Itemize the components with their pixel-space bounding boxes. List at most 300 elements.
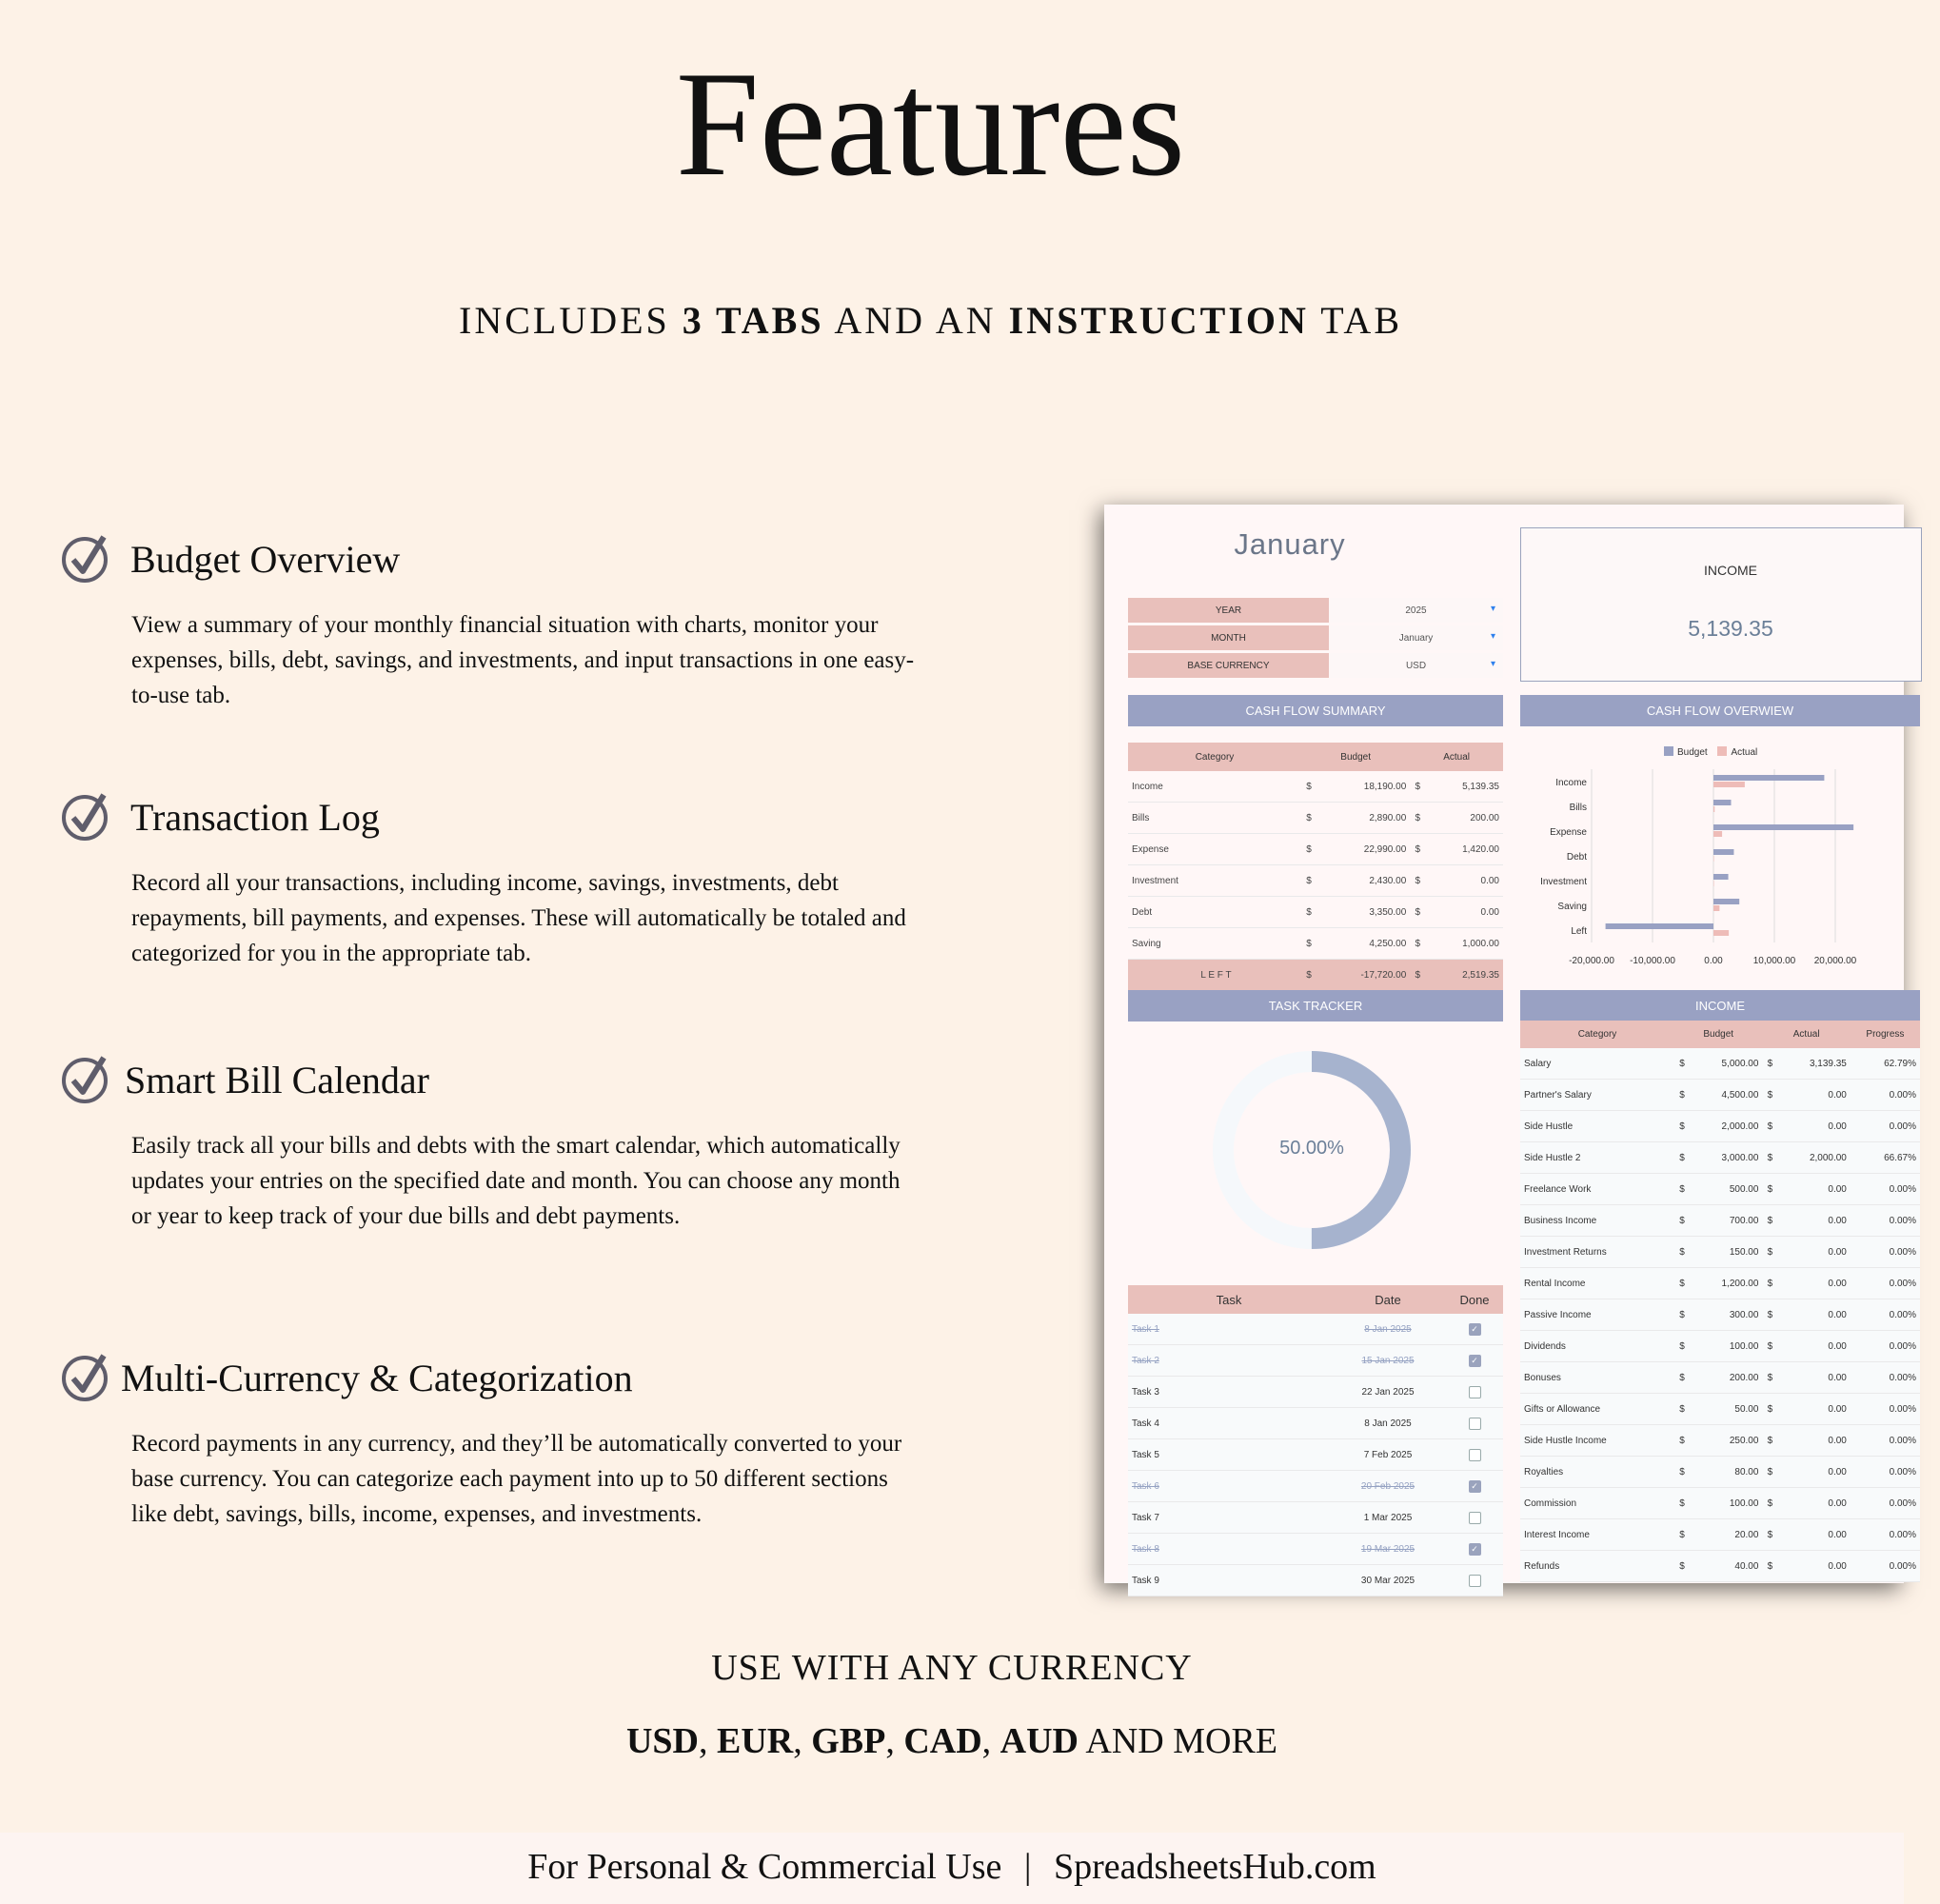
month-select[interactable]: January ▾ <box>1329 625 1503 652</box>
x-tick-label: 0.00 <box>1704 956 1723 966</box>
bar-actual <box>1713 782 1745 787</box>
currency-symbol: $ <box>1301 771 1316 803</box>
table-row <box>1128 803 1503 834</box>
task-row <box>1128 1314 1503 1345</box>
income-category: Passive Income <box>1520 1299 1674 1331</box>
currency-symbol: $ <box>1301 960 1316 991</box>
currency-symbol: $ <box>1674 1362 1690 1394</box>
column-header: Actual <box>1762 1021 1850 1048</box>
bar-budget <box>1606 923 1713 929</box>
currency-symbol: $ <box>1762 1205 1777 1237</box>
row-actual: 2,519.35 <box>1425 960 1503 991</box>
income-row <box>1520 1048 1920 1080</box>
legend-swatch-actual <box>1717 746 1727 756</box>
task-date: 1 Mar 2025 <box>1330 1502 1446 1534</box>
page-title: Features <box>675 41 1186 208</box>
y-category-label: Income <box>1555 778 1587 788</box>
column-header: Budget <box>1674 1021 1762 1048</box>
task-table <box>1128 1285 1503 1597</box>
task-name: Task 6 <box>1128 1471 1330 1502</box>
subtitle-part: TAB <box>1308 299 1402 342</box>
currency-symbol: $ <box>1674 1080 1690 1111</box>
task-row <box>1128 1345 1503 1377</box>
params-table <box>1128 598 1503 681</box>
income-category: Gifts or Allowance <box>1520 1394 1674 1425</box>
income-category: Refunds <box>1520 1551 1674 1582</box>
task-done-cell <box>1446 1408 1503 1439</box>
currency-symbol: $ <box>1762 1425 1777 1457</box>
income-actual: 0.00 <box>1777 1551 1850 1582</box>
y-category-label: Saving <box>1557 902 1587 912</box>
income-actual: 0.00 <box>1777 1425 1850 1457</box>
currency-symbol: $ <box>1762 1457 1777 1488</box>
currency-code: GBP <box>811 1721 886 1761</box>
table-row <box>1128 928 1503 960</box>
bar-budget <box>1713 800 1731 805</box>
currency-separator: , <box>793 1721 812 1761</box>
feature-title: Smart Bill Calendar <box>125 1059 429 1101</box>
income-category: Dividends <box>1520 1331 1674 1362</box>
income-budget: 40.00 <box>1690 1551 1762 1582</box>
subtitle-bold-tabs: 3 TABS <box>682 299 824 342</box>
task-row <box>1128 1502 1503 1534</box>
year-select[interactable]: 2025 ▾ <box>1329 598 1503 625</box>
income-budget: 50.00 <box>1690 1394 1762 1425</box>
currency-symbol: $ <box>1410 834 1425 865</box>
currency-symbol: $ <box>1674 1299 1690 1331</box>
row-budget: 22,990.00 <box>1316 834 1410 865</box>
param-row <box>1128 598 1503 625</box>
currency-symbol: $ <box>1674 1488 1690 1519</box>
row-actual: 0.00 <box>1425 897 1503 928</box>
income-budget: 500.00 <box>1690 1174 1762 1205</box>
row-category: Expense <box>1128 834 1301 865</box>
done-checkbox[interactable]: ✓ <box>1469 1480 1481 1493</box>
row-actual: 1,420.00 <box>1425 834 1503 865</box>
income-category: Commission <box>1520 1488 1674 1519</box>
income-row <box>1520 1488 1920 1519</box>
currency-symbol: $ <box>1762 1299 1777 1331</box>
currency-symbol: $ <box>1762 1488 1777 1519</box>
currency-symbol: $ <box>1301 834 1316 865</box>
cash-flow-overview-chart <box>1520 762 1920 976</box>
y-category-label: Investment <box>1540 877 1587 887</box>
currency-tagline: USE WITH ANY CURRENCY <box>711 1648 1193 1688</box>
currency-symbol: $ <box>1410 897 1425 928</box>
column-header: Progress <box>1851 1021 1920 1048</box>
param-label: BASE CURRENCY <box>1128 652 1329 680</box>
currency-code: AUD <box>1000 1721 1079 1761</box>
feature-description: Easily track all your bills and debts with the smart calendar, which automatically updates your entries on the specified date and month. You can choose any month or year to keep track of your due bills and debt payments. <box>131 1133 901 1229</box>
table-row <box>1128 834 1503 865</box>
currency-symbol: $ <box>1410 960 1425 991</box>
task-name: Task 7 <box>1128 1502 1330 1534</box>
row-category: L E F T <box>1128 960 1301 991</box>
income-row <box>1520 1362 1920 1394</box>
task-name: Task 1 <box>1128 1314 1330 1345</box>
income-actual: 0.00 <box>1777 1111 1850 1142</box>
currency-symbol: $ <box>1410 865 1425 897</box>
income-table <box>1520 1021 1920 1582</box>
row-budget: 3,350.00 <box>1316 897 1410 928</box>
income-row <box>1520 1237 1920 1268</box>
currency-symbol: $ <box>1674 1142 1690 1174</box>
row-actual: 200.00 <box>1425 803 1503 834</box>
x-tick-label: -10,000.00 <box>1630 956 1675 966</box>
bar-actual <box>1713 881 1714 886</box>
currency-code: USD <box>625 1721 699 1761</box>
subtitle-part: INCLUDES <box>459 299 683 342</box>
income-budget: 700.00 <box>1690 1205 1762 1237</box>
row-budget: 18,190.00 <box>1316 771 1410 803</box>
income-progress: 66.67% <box>1851 1142 1920 1174</box>
task-done-cell <box>1446 1565 1503 1597</box>
table-row <box>1128 771 1503 803</box>
y-category-label: Debt <box>1566 852 1587 863</box>
income-budget: 1,200.00 <box>1690 1268 1762 1299</box>
income-row <box>1520 1331 1920 1362</box>
dashboard-screenshot <box>1104 505 1916 1586</box>
task-name: Task 4 <box>1128 1408 1330 1439</box>
y-category-label: Left <box>1571 926 1587 937</box>
task-done-cell <box>1446 1502 1503 1534</box>
income-actual: 3,139.35 <box>1777 1048 1850 1080</box>
param-label: YEAR <box>1128 598 1329 625</box>
feature-title: Budget Overview <box>130 538 401 581</box>
bar-actual <box>1713 905 1719 911</box>
row-actual: 5,139.35 <box>1425 771 1503 803</box>
done-checkbox[interactable] <box>1469 1575 1481 1587</box>
param-row <box>1128 625 1503 652</box>
currency-symbol: $ <box>1762 1268 1777 1299</box>
done-checkbox[interactable] <box>1469 1512 1481 1524</box>
income-card-label: INCOME <box>1704 563 1757 578</box>
bar-budget <box>1713 849 1733 855</box>
table-row <box>1128 897 1503 928</box>
feature-description: Record all your transactions, including income, savings, investments, debt repayments, bill payments, and expenses. These will automatically be totaled and categorized for you in the appropriate tab. <box>131 870 906 966</box>
income-actual: 0.00 <box>1777 1394 1850 1425</box>
income-progress: 0.00% <box>1851 1457 1920 1488</box>
income-budget: 100.00 <box>1690 1488 1762 1519</box>
currency-separator: , <box>885 1721 904 1761</box>
currency-symbol: $ <box>1762 1551 1777 1582</box>
done-checkbox[interactable] <box>1469 1449 1481 1461</box>
currency-symbol: $ <box>1674 1111 1690 1142</box>
task-date: 15 Jan 2025 <box>1330 1345 1446 1377</box>
task-done-cell <box>1446 1314 1503 1345</box>
income-progress: 0.00% <box>1851 1519 1920 1551</box>
param-label: MONTH <box>1128 625 1329 652</box>
footer-divider: | <box>1023 1847 1032 1887</box>
income-category: Freelance Work <box>1520 1174 1674 1205</box>
column-header: Actual <box>1410 743 1503 771</box>
task-row <box>1128 1377 1503 1408</box>
income-budget: 250.00 <box>1690 1425 1762 1457</box>
currency-symbol: $ <box>1301 865 1316 897</box>
income-progress: 0.00% <box>1851 1299 1920 1331</box>
legend-label: Budget <box>1677 747 1708 758</box>
income-progress: 0.00% <box>1851 1394 1920 1425</box>
checkmark-circle-icon <box>62 1352 111 1401</box>
income-budget: 3,000.00 <box>1690 1142 1762 1174</box>
income-budget: 20.00 <box>1690 1519 1762 1551</box>
currency-symbol: $ <box>1674 1457 1690 1488</box>
task-date: 7 Feb 2025 <box>1330 1439 1446 1471</box>
income-progress: 0.00% <box>1851 1080 1920 1111</box>
task-tracker-header: TASK TRACKER <box>1128 990 1503 1021</box>
currency-code: CAD <box>903 1721 982 1761</box>
checkmark-circle-icon <box>62 791 111 841</box>
currency-symbol: $ <box>1410 803 1425 834</box>
income-progress: 0.00% <box>1851 1237 1920 1268</box>
column-header: Category <box>1520 1021 1674 1048</box>
income-progress: 0.00% <box>1851 1205 1920 1237</box>
task-row <box>1128 1565 1503 1597</box>
income-row <box>1520 1299 1920 1331</box>
income-row <box>1520 1268 1920 1299</box>
subtitle-part: AND AN <box>823 299 1009 342</box>
currency-suffix: AND MORE <box>1079 1721 1278 1761</box>
currency-symbol: $ <box>1674 1331 1690 1362</box>
currency-symbol: $ <box>1762 1237 1777 1268</box>
done-checkbox[interactable] <box>1469 1386 1481 1398</box>
task-row <box>1128 1534 1503 1565</box>
task-date: 19 Mar 2025 <box>1330 1534 1446 1565</box>
y-category-label: Bills <box>1569 803 1587 813</box>
param-row <box>1128 652 1503 680</box>
task-date: 22 Jan 2025 <box>1330 1377 1446 1408</box>
income-row <box>1520 1080 1920 1111</box>
feature-description: Record payments in any currency, and they’ll be automatically converted to your base currency. You can categorize each payment into up to 50 different sections like debt, savings, bills, income, expenses, and investments. <box>131 1431 902 1527</box>
income-actual: 0.00 <box>1777 1268 1850 1299</box>
income-budget: 80.00 <box>1690 1457 1762 1488</box>
income-progress: 0.00% <box>1851 1488 1920 1519</box>
cash-flow-summary-header: CASH FLOW SUMMARY <box>1128 695 1503 726</box>
checkmark-circle-icon <box>62 533 111 583</box>
currency-symbol: $ <box>1762 1362 1777 1394</box>
income-row <box>1520 1425 1920 1457</box>
task-progress-label: 50.00% <box>1279 1138 1344 1159</box>
bar-budget <box>1713 899 1739 904</box>
currency-symbol: $ <box>1762 1174 1777 1205</box>
income-progress: 0.00% <box>1851 1111 1920 1142</box>
column-header: Task <box>1128 1285 1330 1314</box>
currency-symbol: $ <box>1301 803 1316 834</box>
task-name: Task 9 <box>1128 1565 1330 1597</box>
task-name: Task 2 <box>1128 1345 1330 1377</box>
income-progress: 0.00% <box>1851 1362 1920 1394</box>
income-row <box>1520 1174 1920 1205</box>
income-category: Interest Income <box>1520 1519 1674 1551</box>
task-done-cell <box>1446 1534 1503 1565</box>
income-budget: 4,500.00 <box>1690 1080 1762 1111</box>
income-category: Side Hustle 2 <box>1520 1142 1674 1174</box>
feature-title: Multi-Currency & Categorization <box>121 1357 633 1399</box>
legend-label: Actual <box>1731 747 1758 758</box>
income-budget: 5,000.00 <box>1690 1048 1762 1080</box>
row-budget: 4,250.00 <box>1316 928 1410 960</box>
bar-actual <box>1713 856 1714 862</box>
bar-actual <box>1713 831 1722 837</box>
income-budget: 2,000.00 <box>1690 1111 1762 1142</box>
page-subtitle <box>0 298 1861 343</box>
cash-flow-summary-table <box>1128 743 1503 990</box>
income-category: Bonuses <box>1520 1362 1674 1394</box>
income-table-header: INCOME <box>1520 990 1920 1021</box>
column-header: Category <box>1128 743 1301 771</box>
row-actual: 1,000.00 <box>1425 928 1503 960</box>
income-actual: 2,000.00 <box>1777 1142 1850 1174</box>
column-header: Date <box>1330 1285 1446 1314</box>
currency-symbol: $ <box>1674 1048 1690 1080</box>
done-checkbox[interactable]: ✓ <box>1469 1355 1481 1367</box>
income-progress: 0.00% <box>1851 1551 1920 1582</box>
income-actual: 0.00 <box>1777 1488 1850 1519</box>
income-actual: 0.00 <box>1777 1174 1850 1205</box>
feature-title: Transaction Log <box>130 796 380 839</box>
checkmark-circle-icon <box>62 1054 111 1103</box>
currency-symbol: $ <box>1762 1048 1777 1080</box>
bar-budget <box>1713 874 1729 880</box>
bar-actual <box>1713 930 1729 936</box>
currency-symbol: $ <box>1762 1519 1777 1551</box>
row-actual: 0.00 <box>1425 865 1503 897</box>
x-tick-label: 20,000.00 <box>1813 956 1857 966</box>
income-category: Partner's Salary <box>1520 1080 1674 1111</box>
month-title: January <box>1234 527 1346 561</box>
currency-symbol: $ <box>1674 1174 1690 1205</box>
currency-symbol: $ <box>1674 1519 1690 1551</box>
income-category: Investment Returns <box>1520 1237 1674 1268</box>
row-budget: 2,890.00 <box>1316 803 1410 834</box>
footer <box>0 1833 1904 1904</box>
income-category: Salary <box>1520 1048 1674 1080</box>
currency-select[interactable]: USD ▾ <box>1329 652 1503 680</box>
income-progress: 0.00% <box>1851 1425 1920 1457</box>
income-row <box>1520 1551 1920 1582</box>
currency-symbol: $ <box>1674 1268 1690 1299</box>
currency-symbol: $ <box>1762 1080 1777 1111</box>
column-header: Budget <box>1301 743 1410 771</box>
bar-budget <box>1713 775 1824 781</box>
row-budget: -17,720.00 <box>1316 960 1410 991</box>
row-category: Income <box>1128 771 1301 803</box>
task-done-cell <box>1446 1471 1503 1502</box>
income-actual: 0.00 <box>1777 1519 1850 1551</box>
income-category: Business Income <box>1520 1205 1674 1237</box>
task-name: Task 3 <box>1128 1377 1330 1408</box>
done-checkbox[interactable] <box>1469 1418 1481 1430</box>
row-category: Bills <box>1128 803 1301 834</box>
task-name: Task 5 <box>1128 1439 1330 1471</box>
task-row <box>1128 1439 1503 1471</box>
task-date: 8 Jan 2025 <box>1330 1314 1446 1345</box>
row-category: Debt <box>1128 897 1301 928</box>
footer-site-link[interactable]: SpreadsheetsHub.com <box>1053 1847 1376 1887</box>
row-category: Saving <box>1128 928 1301 960</box>
income-row <box>1520 1457 1920 1488</box>
row-budget: 2,430.00 <box>1316 865 1410 897</box>
task-done-cell <box>1446 1377 1503 1408</box>
done-checkbox[interactable]: ✓ <box>1469 1323 1481 1336</box>
income-row <box>1520 1111 1920 1142</box>
column-header: Done <box>1446 1285 1503 1314</box>
currency-symbol: $ <box>1301 928 1316 960</box>
income-actual: 0.00 <box>1777 1362 1850 1394</box>
income-actual: 0.00 <box>1777 1331 1850 1362</box>
task-done-cell <box>1446 1345 1503 1377</box>
currency-symbol: $ <box>1674 1425 1690 1457</box>
feature-description: View a summary of your monthly financial situation with charts, monitor your expenses, bills, debt, savings, and investments, and input transactions in one easy-to-use tab. <box>131 612 915 708</box>
task-date: 20 Feb 2025 <box>1330 1471 1446 1502</box>
currency-symbol: $ <box>1674 1237 1690 1268</box>
task-name: Task 8 <box>1128 1534 1330 1565</box>
task-date: 30 Mar 2025 <box>1330 1565 1446 1597</box>
done-checkbox[interactable]: ✓ <box>1469 1543 1481 1556</box>
y-category-label: Expense <box>1550 827 1587 838</box>
currency-symbol: $ <box>1410 771 1425 803</box>
task-done-cell <box>1446 1439 1503 1471</box>
income-row <box>1520 1519 1920 1551</box>
income-actual: 0.00 <box>1777 1457 1850 1488</box>
income-category: Royalties <box>1520 1457 1674 1488</box>
income-actual: 0.00 <box>1777 1299 1850 1331</box>
income-summary-card <box>1520 527 1922 682</box>
task-row <box>1128 1471 1503 1502</box>
income-budget: 150.00 <box>1690 1237 1762 1268</box>
income-category: Side Hustle <box>1520 1111 1674 1142</box>
x-tick-label: -20,000.00 <box>1569 956 1614 966</box>
currency-symbol: $ <box>1301 897 1316 928</box>
income-category: Side Hustle Income <box>1520 1425 1674 1457</box>
currency-separator: , <box>698 1721 717 1761</box>
currency-symbol: $ <box>1762 1394 1777 1425</box>
subtitle-bold-instruction: INSTRUCTION <box>1008 299 1309 342</box>
footer-usage: For Personal & Commercial Use <box>527 1847 1002 1887</box>
income-row <box>1520 1205 1920 1237</box>
income-category: Rental Income <box>1520 1268 1674 1299</box>
legend-swatch-budget <box>1664 746 1673 756</box>
income-row <box>1520 1394 1920 1425</box>
income-budget: 100.00 <box>1690 1331 1762 1362</box>
currency-symbol: $ <box>1674 1551 1690 1582</box>
row-category: Investment <box>1128 865 1301 897</box>
currency-symbol: $ <box>1410 928 1425 960</box>
income-actual: 0.00 <box>1777 1080 1850 1111</box>
currency-list <box>0 1720 1904 1762</box>
income-progress: 62.79% <box>1851 1048 1920 1080</box>
currency-symbol: $ <box>1674 1394 1690 1425</box>
income-progress: 0.00% <box>1851 1268 1920 1299</box>
currency-symbol: $ <box>1674 1205 1690 1237</box>
currency-symbol: $ <box>1762 1111 1777 1142</box>
bar-budget <box>1713 824 1853 830</box>
income-progress: 0.00% <box>1851 1174 1920 1205</box>
task-row <box>1128 1408 1503 1439</box>
currency-separator: , <box>981 1721 1000 1761</box>
cash-flow-overview-header: CASH FLOW OVERWIEW <box>1520 695 1920 726</box>
income-card-value: 5,139.35 <box>1688 616 1773 641</box>
income-budget: 300.00 <box>1690 1299 1762 1331</box>
task-date: 8 Jan 2025 <box>1330 1408 1446 1439</box>
table-row <box>1128 865 1503 897</box>
income-actual: 0.00 <box>1777 1205 1850 1237</box>
x-tick-label: 10,000.00 <box>1752 956 1796 966</box>
income-row <box>1520 1142 1920 1174</box>
income-progress: 0.00% <box>1851 1331 1920 1362</box>
income-actual: 0.00 <box>1777 1237 1850 1268</box>
currency-symbol: $ <box>1762 1331 1777 1362</box>
